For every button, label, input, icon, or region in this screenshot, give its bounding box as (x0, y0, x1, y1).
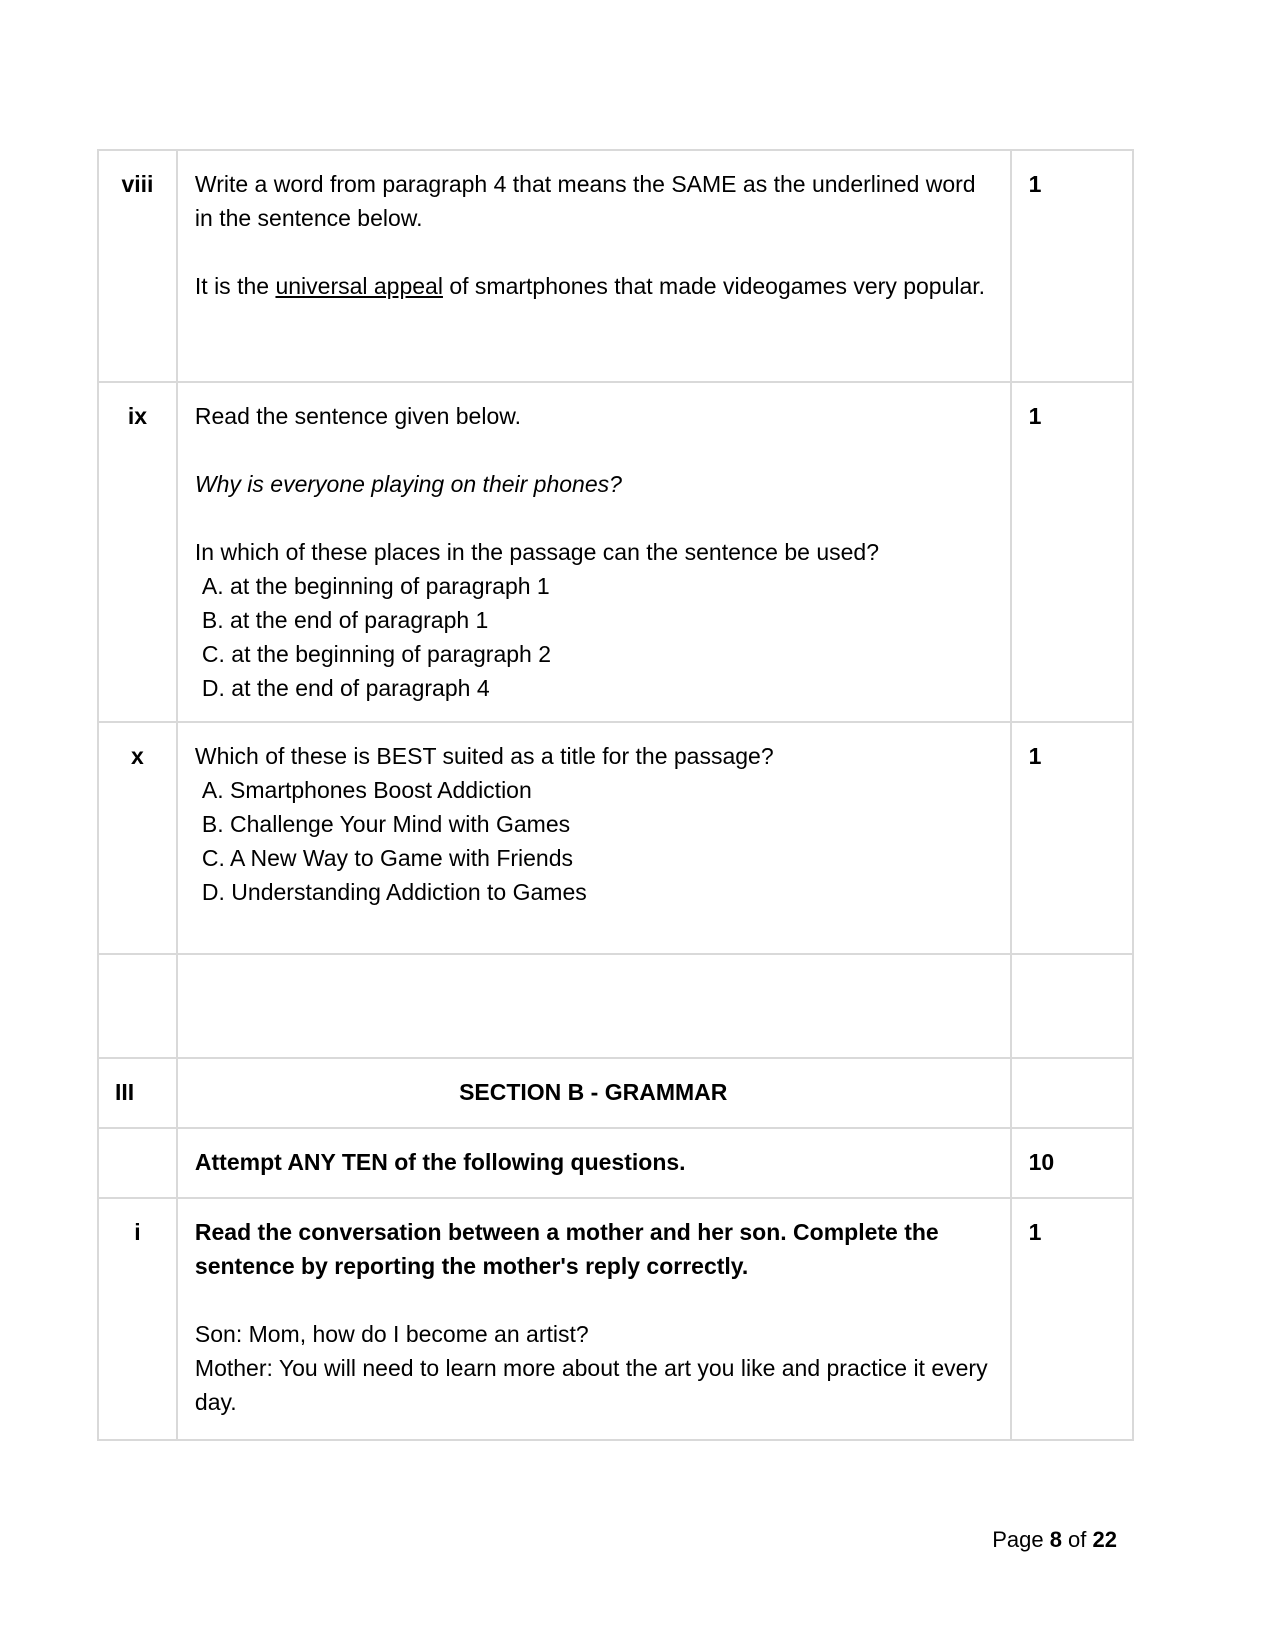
quoted-sentence: Why is everyone playing on their phones? (194, 471, 622, 497)
section-number: III (98, 1058, 177, 1128)
option-d: D. at the end of paragraph 4 (201, 675, 490, 701)
total-pages: 22 (1092, 1527, 1117, 1552)
question-prompt: Write a word from paragraph 4 that means the SAME as the underlined word in the sentence below. (194, 171, 976, 231)
question-cell (177, 382, 1011, 722)
of-label: of (1061, 1527, 1093, 1552)
option-b: B. Challenge Your Mind with Games (201, 811, 571, 837)
section-row (98, 1058, 1133, 1128)
empty-cell (98, 954, 177, 1058)
page-number: 8 (1049, 1527, 1062, 1552)
section-title: SECTION B - GRAMMAR (177, 1058, 1011, 1128)
option-c: C. A New Way to Game with Friends (201, 845, 574, 871)
question-number: i (98, 1198, 177, 1440)
table-row (98, 722, 1133, 954)
sentence-after: of smartphones that made videogames very popular. (442, 273, 986, 299)
question-number: viii (98, 150, 177, 382)
option-d: D. Understanding Addiction to Games (201, 879, 587, 905)
section-instruction: Attempt ANY TEN of the following questions. (177, 1128, 1011, 1198)
empty-cell (98, 1128, 177, 1198)
empty-cell (1011, 954, 1133, 1058)
question-cell (177, 722, 1011, 954)
dialogue-line-mother: Mother: You will need to learn more about the art you like and practice it every day. (194, 1355, 988, 1415)
question-text: In which of these places in the passage can the sentence be used? (194, 539, 879, 565)
question-cell (177, 1198, 1011, 1440)
empty-row (98, 954, 1133, 1058)
underlined-phrase: universal appeal (275, 273, 443, 299)
empty-cell (1011, 1058, 1133, 1128)
table-row (98, 150, 1133, 382)
table-row (98, 382, 1133, 722)
table-row (98, 1198, 1133, 1440)
option-a: A. Smartphones Boost Addiction (201, 777, 532, 803)
question-prompt: Read the sentence given below. (194, 403, 521, 429)
marks-cell: 1 (1011, 382, 1133, 722)
option-a: A. at the beginning of paragraph 1 (201, 573, 550, 599)
section-marks: 10 (1011, 1128, 1133, 1198)
page-footer (992, 1525, 1117, 1555)
marks-cell: 1 (1011, 722, 1133, 954)
empty-cell (177, 954, 1011, 1058)
sentence-before: It is the (194, 273, 276, 299)
question-text: Which of these is BEST suited as a title for the passage? (194, 743, 774, 769)
marks-cell: 1 (1011, 1198, 1133, 1440)
question-table (97, 149, 1134, 1441)
question-cell (177, 150, 1011, 382)
question-number: x (98, 722, 177, 954)
question-prompt: Read the conversation between a mother and her son. Complete the sentence by reporting the mother's reply correctly. (194, 1219, 939, 1279)
question-sentence (195, 269, 992, 303)
dialogue-line-son: Son: Mom, how do I become an artist? (194, 1321, 589, 1347)
question-number: ix (98, 382, 177, 722)
option-b: B. at the end of paragraph 1 (201, 607, 489, 633)
option-c: C. at the beginning of paragraph 2 (201, 641, 551, 667)
page-label: Page (992, 1527, 1050, 1552)
instruction-row (98, 1128, 1133, 1198)
marks-cell: 1 (1011, 150, 1133, 382)
